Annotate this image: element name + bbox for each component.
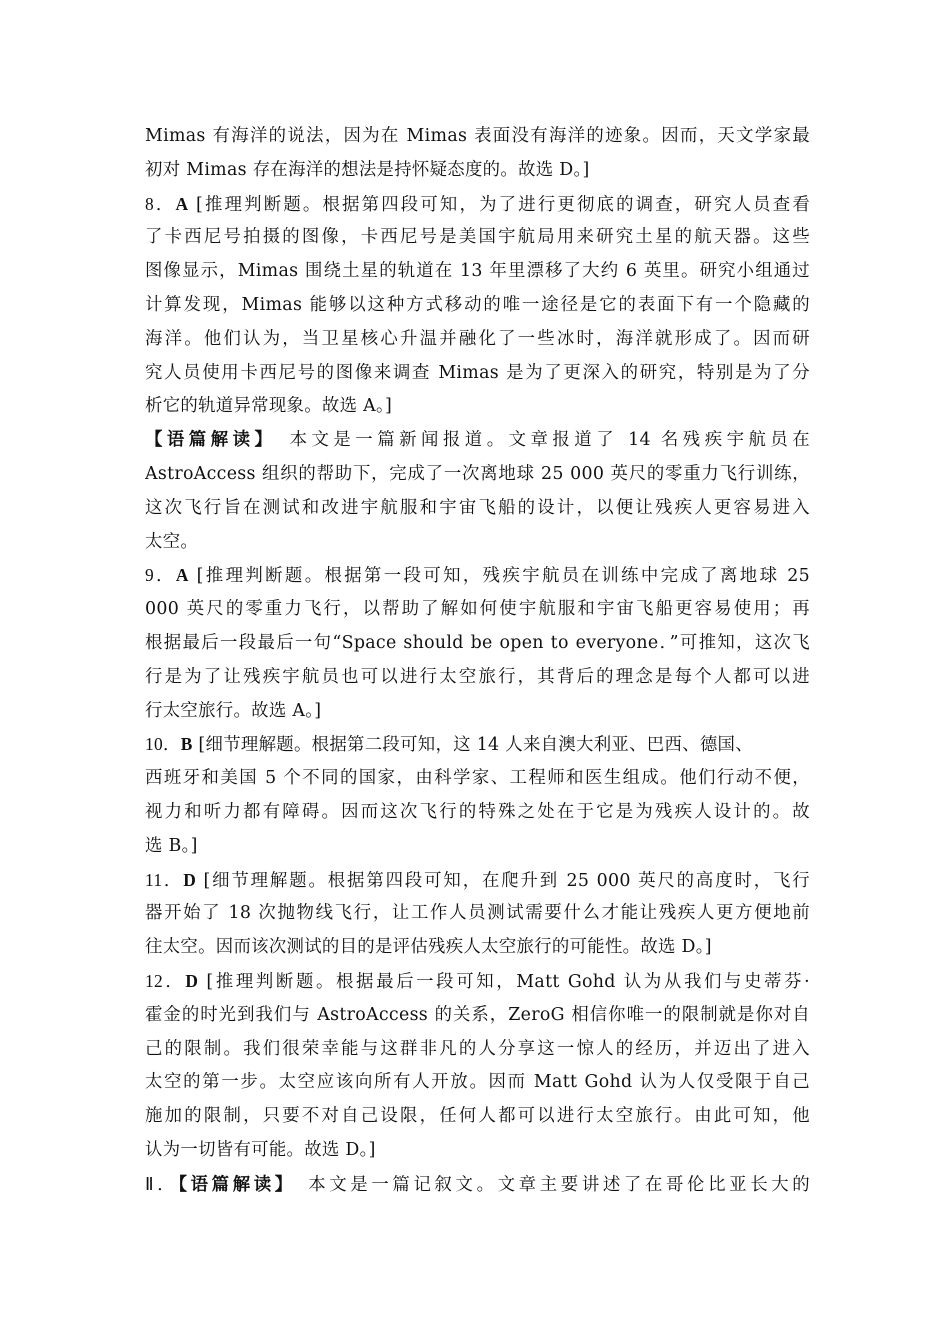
line-text: 计算发现，Mimas 能够以这种方式移动的唯一途径是它的表面下有一个隐藏的 (145, 294, 810, 315)
text-line (145, 931, 810, 965)
line-text: 行是为了让残疾宇航员也可以进行太空旅行，其背后的理念是每个人都可以进 (145, 666, 810, 687)
text-line (145, 796, 810, 830)
question-number: 11． (145, 869, 184, 890)
line-text: AstroAccess 组织的帮助下，完成了一次离地球 25 000 英尺的零重力飞行训练， (145, 463, 810, 484)
line-text: 太空的第一步。太空应该向所有人开放。因而 Matt Gohd 认为人仅受限于自己 (145, 1072, 810, 1093)
line-text: 图像显示，Mimas 围绕土星的轨道在 13 年里漂移了大约 6 英里。研究小组通过 (145, 261, 810, 282)
line-text: [推理判断题。根据第四段可知，为了进行更彻底的调查，研究人员查看 (188, 194, 810, 215)
answer-letter: A (175, 565, 189, 586)
text-line (145, 1134, 810, 1168)
text-line (145, 424, 810, 458)
line-text: 000 英尺的零重力飞行，以帮助了解如何使宇航服和宇宙飞船更容易使用；再 (145, 599, 810, 620)
answer-letter: A (175, 193, 189, 214)
line-text: 了卡西尼号拍摄的图像，卡西尼号是美国宇航局用来研究土星的航天器。这些 (145, 227, 810, 248)
text-line (145, 864, 810, 898)
text-line (145, 1168, 810, 1202)
line-text: 选 B。] (145, 835, 198, 856)
text-line (145, 492, 810, 526)
section-heading: 【语篇解读】 (145, 430, 268, 451)
text-line (145, 255, 810, 289)
line-text: [细节理解题。根据第四段可知，在爬升到 25 000 英尺的高度时，飞行 (196, 870, 810, 891)
text-line (145, 559, 810, 593)
line-text: [推理判断题。根据第一段可知，残疾宇航员在训练中完成了离地球 25 (188, 566, 810, 587)
text-line (145, 154, 810, 188)
text-line (145, 289, 810, 323)
text-line (145, 323, 810, 357)
line-text: 器开始了 18 次抛物线飞行，让工作人员测试需要什么才能让残疾人更方便地前 (145, 903, 810, 924)
line-text: 视力和听力都有障碍。因而这次飞行的特殊之处在于它是为残疾人设计的。故 (145, 801, 810, 822)
text-line (145, 120, 810, 154)
text-line (145, 830, 810, 864)
text-line (145, 999, 810, 1033)
text-line (145, 695, 810, 729)
line-text: 认为一切皆有可能。故选 D。] (145, 1139, 376, 1160)
text-line (145, 390, 810, 424)
text-line (145, 627, 810, 661)
text-line (145, 965, 810, 999)
line-text: 根据最后一段最后一句“Space should be open to everyone．”可推知，这次飞 (145, 632, 810, 653)
text-line (145, 221, 810, 255)
text-line (145, 593, 810, 627)
answer-letter: B (180, 734, 193, 755)
line-text: 本文是一篇新闻报道。文章报道了 14 名残疾宇航员在 (267, 430, 810, 451)
text-line (145, 661, 810, 695)
section-heading: 【语篇解读】 (178, 1174, 288, 1195)
line-text: 行太空旅行。故选 A。] (145, 700, 322, 721)
line-text: 本文是一篇记叙文。文章主要讲述了在哥伦比亚长大的 (287, 1174, 810, 1195)
line-text: 析它的轨道异常现象。故选 A。] (145, 396, 393, 417)
text-line (145, 526, 810, 560)
question-number: 8． (145, 193, 176, 214)
answer-letter: D (183, 869, 197, 890)
line-text: 西班牙和美国 5 个不同的国家，由科学家、工程师和医生组成。他们行动不便， (145, 768, 810, 789)
line-text: 这次飞行旨在测试和改进宇航服和宇宙飞船的设计，以便让残疾人更容易进入 (145, 497, 810, 518)
text-line (145, 728, 810, 762)
text-line (145, 897, 810, 931)
line-text: [推理判断题。根据最后一段可知，Matt Gohd 认为从我们与史蒂芬· (198, 971, 810, 992)
line-text: 太空。 (145, 531, 199, 552)
line-text: 己的限制。我们很荣幸能与这群非凡的人分享这一惊人的经历，并迈出了进入 (145, 1038, 810, 1059)
line-text: 初对 Mimas 存在海洋的想法是持怀疑态度的。故选 D。] (145, 159, 590, 180)
line-text: Mimas 有海洋的说法，因为在 Mimas 表面没有海洋的迹象。因而，天文学家最 (145, 126, 810, 146)
line-text: 霍金的时光到我们与 AstroAccess 的关系，ZeroG 相信你唯一的限制就是你对自 (145, 1004, 810, 1025)
text-line (145, 1100, 810, 1134)
question-number: 10． (145, 734, 181, 755)
text-line (145, 1033, 810, 1067)
text-line (145, 357, 810, 391)
answer-letter: D (185, 970, 199, 991)
question-number: 9． (145, 565, 176, 586)
question-number: 12． (145, 970, 186, 991)
line-text: 往太空。因而该次测试的目的是评估残疾人太空旅行的可能性。故选 D。] (145, 937, 712, 958)
text-line (145, 188, 810, 222)
line-text: 施加的限制，只要不对自己设限，任何人都可以进行太空旅行。由此可知，他 (145, 1106, 810, 1127)
text-line (145, 458, 810, 492)
document-page (145, 120, 810, 1202)
question-number: Ⅱ． (145, 1173, 179, 1194)
line-text: 究人员使用卡西尼号的图像来调查 Mimas 是为了更深入的研究，特别是为了分 (145, 362, 810, 383)
text-line (145, 762, 810, 796)
text-line (145, 1066, 810, 1100)
line-text: 海洋。他们认为，当卫星核心升温并融化了一些冰时，海洋就形成了。因而研 (145, 328, 810, 349)
line-text: [细节理解题。根据第二段可知，这 14 人来自澳大利亚、巴西、德国、 (192, 735, 753, 756)
